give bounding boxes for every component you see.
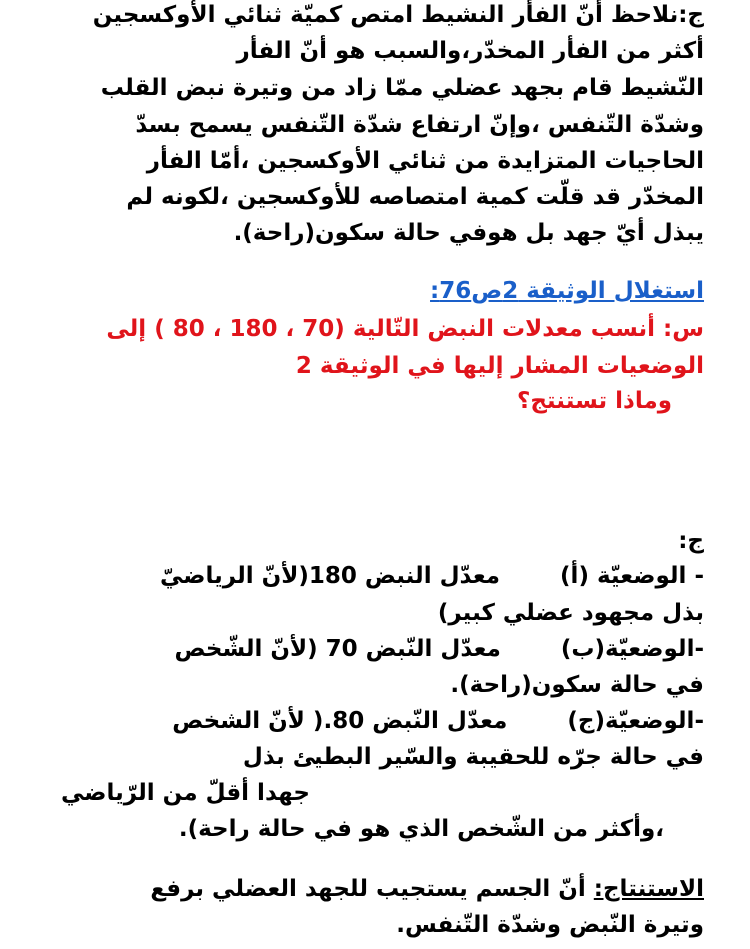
answer1-line-1: ج:نلاحظ أنّ الفأر النشيط امتص كميّة ثنائي الأوكسجين	[92, 2, 704, 28]
situation-c-name: -الوضعيّة(ج)	[567, 708, 704, 734]
answer1-line-7: يبذل أيّ جهد بل هوفي حالة سكون(راحة).	[233, 220, 704, 246]
question-line-2: الوضعيات المشار إليها في الوثيقة 2	[295, 353, 704, 379]
situation-c-cont-1: في حالة جرّه للحقيبة والسّير البطيئ بذل	[242, 744, 704, 770]
situation-a-cont: بذل مجهود عضلي كبير)	[437, 600, 704, 626]
situation-c-cont-3: ،وأكثر من الشّخص الذي هو في حالة راحة).	[178, 816, 664, 842]
situation-b-rate: معدّل النّبض 70 (لأنّ الشّخص	[174, 636, 501, 662]
answer1-line-2: أكثر من الفأر المخدّر،والسبب هو أنّ الفأر	[236, 38, 704, 64]
question-line-3: وماذا تستنتج؟	[517, 388, 672, 414]
conclusion-text-2: وتيرة النّبض وشدّة التّنفس.	[396, 912, 704, 938]
answer1-line-6: المخدّر قد قلّت كمية امتصاصه للأوكسجين ،لكونه لم	[126, 184, 704, 210]
situation-b-row	[174, 638, 704, 661]
situation-c-cont-2: جهدا أقلّ من الرّياضي	[61, 780, 310, 806]
situation-a-row	[160, 565, 704, 588]
conclusion-text-1: أنّ الجسم يستجيب للجهد العضلي برفع	[150, 876, 594, 902]
situation-b-name: -الوضعيّة(ب)	[560, 636, 704, 662]
situation-a-name: - الوضعيّة (أ)	[560, 563, 704, 589]
situation-c-rate: معدّل النّبض 80.( لأنّ الشخص	[172, 708, 508, 734]
section-heading[interactable]: استغلال الوثيقة 2ص76:	[430, 278, 704, 304]
situation-a-rate: معدّل النبض 180(لأنّ الرياضيّ	[160, 563, 501, 589]
conclusion-row	[150, 878, 704, 901]
answer1-line-4: وشدّة التّنفس ،وإنّ ارتفاع شدّة التّنفس يسمح بسدّ	[135, 112, 704, 138]
question-line-1: س: أنسب معدلات النبض التّالية (70 ، 180 ، 80 ) إلى	[106, 316, 704, 342]
conclusion-label: الاستنتاج:	[593, 876, 704, 902]
situation-c-row	[172, 710, 704, 733]
answer2-label: ج:	[678, 528, 704, 554]
answer1-line-5: الحاجيات المتزايدة من ثنائي الأوكسجين ،أمّا الفأر	[146, 148, 704, 174]
situation-b-cont: في حالة سكون(راحة).	[450, 672, 704, 698]
answer1-line-3: النّشيط قام بجهد عضلي ممّا زاد من وتيرة نبض القلب	[100, 75, 704, 101]
